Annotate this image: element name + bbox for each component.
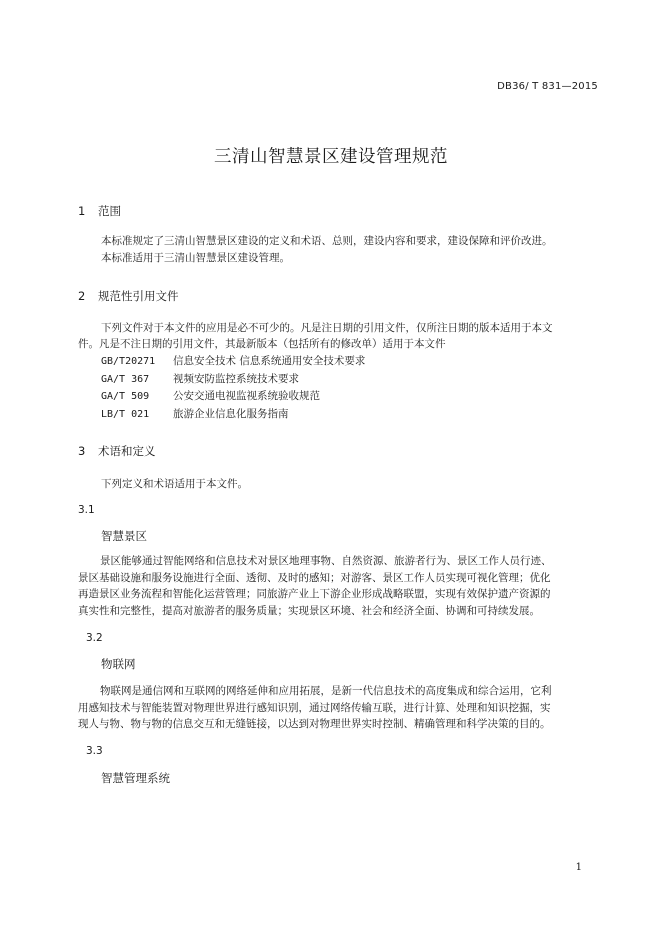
section-title: 术语和定义 xyxy=(98,444,156,458)
term-title: 物联网 xyxy=(101,657,136,671)
reference-code: GA/T 509 xyxy=(101,391,150,402)
term-number: 3.1 xyxy=(78,504,95,516)
definition-line: 用感知技术与智能装置对物理世界进行感知识别，通过网络传输互联，进行计算、处理和知识挖掘，实 xyxy=(78,701,551,714)
term-number: 3.2 xyxy=(86,632,103,644)
reference-title: 信息安全技术 信息系统通用安全技术要求 xyxy=(173,355,366,367)
reference-list xyxy=(101,353,365,423)
section-3-intro: 下列定义和术语适用于本文件。 xyxy=(101,478,248,490)
definition-line: 现人与物、物与物的信息交互和无缝链接，以达到对物理世界实时控制、精确管理和科学决策的目的。 xyxy=(78,718,551,730)
section-1-paragraph-2: 本标准适用于三清山智慧景区建设管理。 xyxy=(101,252,290,264)
section-2-paragraph-line-1: 下列文件对于本文件的应用是必不可少的。凡是注日期的引用文件，仅所注日期的版本适用于本文 xyxy=(101,322,553,334)
definition-line: 物联网是通信网和互联网的网络延伸和应用拓展，是新一代信息技术的高度集成和综合运用，它利 xyxy=(100,685,552,697)
definition-line: 景区基础设施和服务设施进行全面、透彻、及时的感知；对游客、景区工作人员实现可视化管理；优化 xyxy=(78,571,551,584)
page-number: 1 xyxy=(575,862,582,873)
reference-code: LB/T 021 xyxy=(101,408,150,420)
reference-title: 旅游企业信息化服务指南 xyxy=(173,407,289,420)
section-2-heading xyxy=(78,288,179,304)
section-1-heading xyxy=(78,203,121,219)
reference-item xyxy=(101,406,365,424)
section-title: 规范性引用文件 xyxy=(98,289,179,303)
reference-item xyxy=(101,388,365,406)
reference-item xyxy=(101,371,365,389)
term-definition xyxy=(78,553,552,619)
section-2-paragraph-line-2: 件。凡是不注日期的引用文件，其最新版本（包括所有的修改单）适用于本文件 xyxy=(78,338,446,350)
term-title: 智慧管理系统 xyxy=(101,771,170,785)
section-number: 3 xyxy=(78,444,86,458)
section-1-paragraph-1: 本标准规定了三清山智慧景区建设的定义和术语、总则，建设内容和要求，建设保障和评价改进。 xyxy=(101,235,553,247)
reference-title: 公安交通电视监视系统验收规范 xyxy=(173,390,320,402)
section-3-heading xyxy=(78,443,156,459)
document-title: 三清山智慧景区建设管理规范 xyxy=(214,147,448,167)
reference-code: GB/T20271 xyxy=(101,356,156,367)
definition-line: 再造景区业务流程和智能化运营管理；同旅游产业上下游企业形成战略联盟，实现有效保护遗产资源的 xyxy=(78,588,551,600)
standard-code: DB36/ T 831—2015 xyxy=(497,81,598,92)
section-title: 范围 xyxy=(98,204,121,218)
reference-item xyxy=(101,353,365,371)
definition-line: 真实性和完整性，提高对旅游者的服务质量；实现景区环境、社会和经济全面、协调和可持续发展。 xyxy=(78,604,540,617)
section-number: 1 xyxy=(78,204,86,218)
reference-title: 视频安防监控系统技术要求 xyxy=(173,372,299,385)
term-number: 3.3 xyxy=(86,745,103,757)
reference-code: GA/T 367 xyxy=(101,373,150,385)
term-title: 智慧景区 xyxy=(101,529,147,543)
definition-line: 景区能够通过智能网络和信息技术对景区地理事物、自然资源、旅游者行为、景区工作人员行迹、 xyxy=(100,555,552,567)
term-definition xyxy=(78,683,552,733)
section-number: 2 xyxy=(78,289,86,303)
